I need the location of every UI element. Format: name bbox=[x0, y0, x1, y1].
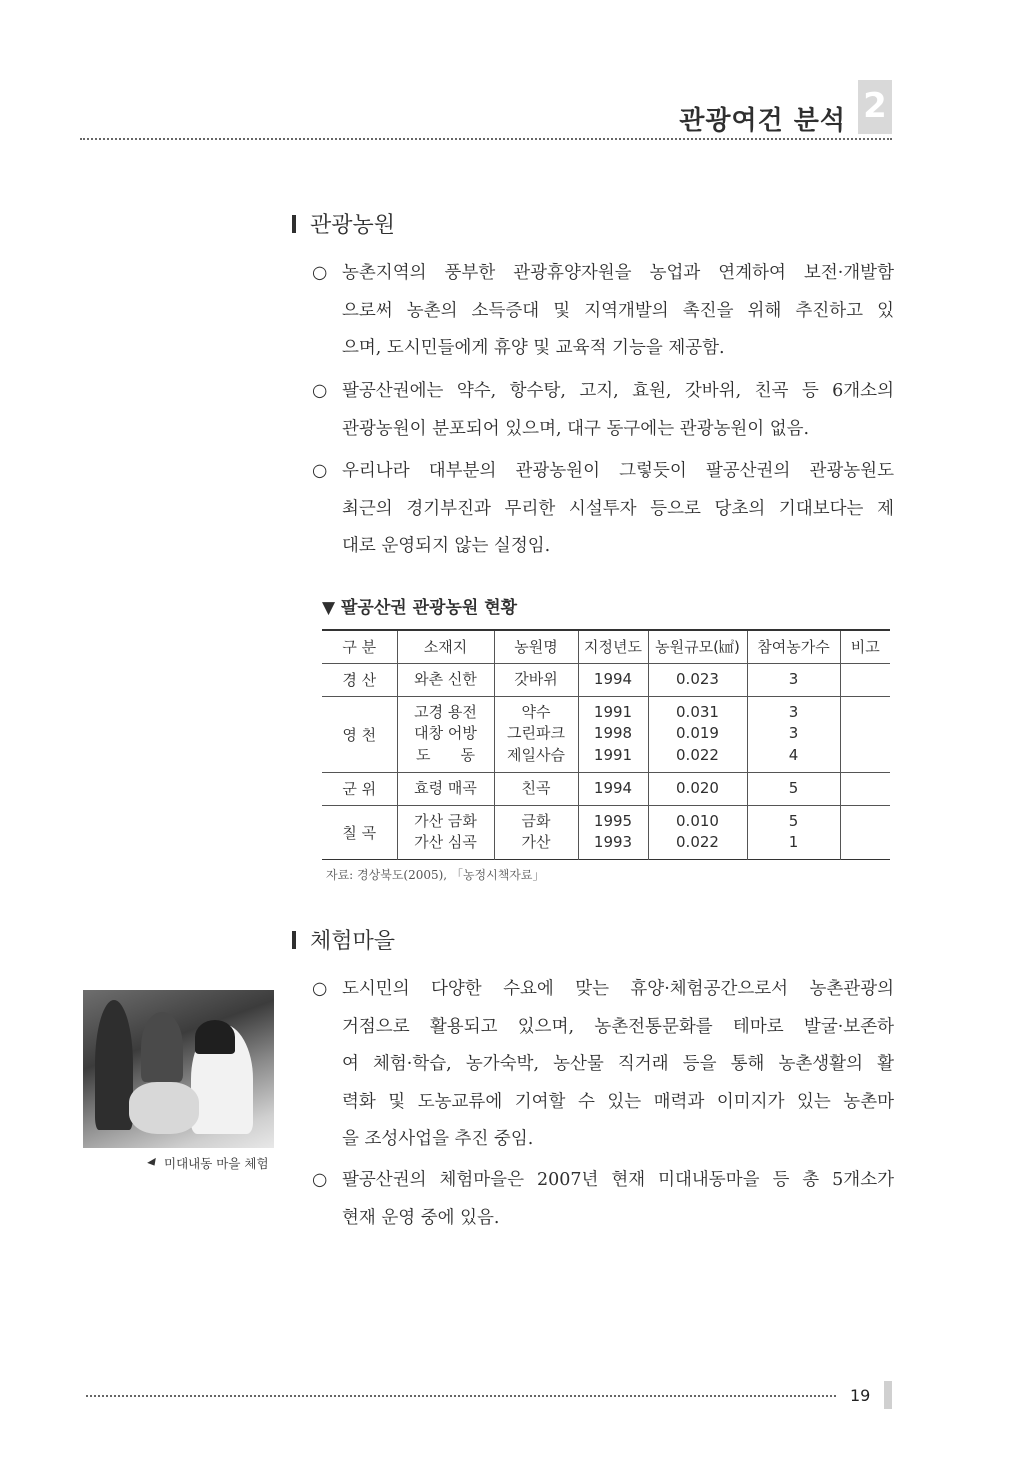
cell-line: 대창 어방 bbox=[414, 724, 477, 743]
cell-line: 0.022 bbox=[676, 833, 719, 851]
cell-line: 도 동 bbox=[416, 745, 475, 764]
cell-line: 1993 bbox=[593, 833, 633, 851]
cell-line: 가산 심곡 bbox=[414, 833, 477, 851]
text-line: 으로써 농촌의 소득증대 및 지역개발의 촉진을 위해 추진하고 있 bbox=[342, 300, 894, 321]
section-heading-farms bbox=[292, 208, 395, 239]
households-cell bbox=[747, 663, 840, 696]
page-number: 19 bbox=[850, 1386, 871, 1405]
region-cell: 영 천 bbox=[322, 696, 397, 772]
caption-triangle-icon: ▼ bbox=[322, 598, 336, 618]
farm-name-cell bbox=[494, 696, 578, 772]
cell-line: 0.022 bbox=[676, 745, 719, 764]
cell-line: 0.031 bbox=[676, 702, 719, 721]
location-cell bbox=[397, 663, 494, 696]
cell-line: 0.023 bbox=[676, 669, 719, 688]
cell-line: 1991 bbox=[593, 745, 633, 764]
farm-status-table bbox=[322, 629, 890, 860]
section-bar-icon bbox=[292, 215, 296, 233]
text-line: 으며, 도시민들에게 휴양 및 교육적 기능을 제공함. bbox=[342, 338, 725, 358]
column-header: 비고 bbox=[850, 638, 880, 657]
cell-line: 5 bbox=[788, 811, 799, 830]
cell-line: 1995 bbox=[593, 811, 633, 830]
circle-bullet-icon: ○ bbox=[312, 381, 328, 401]
text-line: 대로 운영되지 않는 실정임. bbox=[342, 536, 551, 556]
table-header-row bbox=[322, 630, 890, 663]
cell-line: 3 bbox=[788, 669, 799, 688]
farm-name-cell bbox=[494, 663, 578, 696]
table-row bbox=[322, 663, 890, 696]
column-header: 구 분 bbox=[322, 630, 397, 663]
cell-line: 0.020 bbox=[676, 778, 719, 797]
table-caption bbox=[322, 593, 517, 618]
location-cell bbox=[397, 772, 494, 805]
cell-line: 그린파크 bbox=[507, 724, 565, 743]
circle-bullet-icon: ○ bbox=[312, 461, 328, 481]
chapter-title: 관광여건 분석 bbox=[679, 106, 846, 136]
note-cell bbox=[840, 696, 890, 772]
bullet-paragraph bbox=[312, 1162, 894, 1237]
text-line: 현재 운영 중에 있음. bbox=[342, 1207, 500, 1228]
cell-line: 4 bbox=[788, 745, 799, 764]
cell-line: 0.010 bbox=[676, 811, 719, 830]
cell-line: 가산 금화 bbox=[414, 811, 477, 830]
photo-caption-text: 미대내동 마을 체험 bbox=[164, 1156, 269, 1171]
section-heading-text: 관광농원 bbox=[310, 213, 396, 238]
bullet-paragraph bbox=[312, 453, 894, 566]
table-source: 자료: 경상북도(2005), 「농정시책자료」 bbox=[326, 868, 545, 882]
cell-line: 금화 bbox=[521, 811, 551, 830]
cell-line: 약수 bbox=[521, 702, 551, 721]
year-cell bbox=[578, 696, 648, 772]
cell-line: 1998 bbox=[593, 724, 633, 743]
section-heading-villages bbox=[292, 924, 395, 955]
cell-line: 1994 bbox=[593, 669, 633, 688]
farm-name-cell bbox=[494, 772, 578, 805]
cell-line: 3 bbox=[788, 724, 799, 743]
bullet-paragraph bbox=[312, 971, 894, 1159]
size-cell bbox=[648, 663, 747, 696]
location-cell bbox=[397, 696, 494, 772]
text-line: 팔공산권의 체험마을은 2007년 현재 미대내동마을 등 총 5개소가 bbox=[342, 1170, 894, 1190]
size-cell bbox=[648, 772, 747, 805]
table-row bbox=[322, 772, 890, 805]
column-header: 참여농가수 bbox=[747, 630, 840, 663]
region-cell: 칠 곡 bbox=[322, 805, 397, 859]
text-line: 도시민의 다양한 수요에 맞는 휴양·체험공간으로서 농촌관광의 bbox=[342, 979, 894, 999]
text-line: 력화 및 도농교류에 기여할 수 있는 매력과 이미지가 있는 농촌마 bbox=[342, 1091, 894, 1112]
text-line: 우리나라 대부분의 관광농원이 그렇듯이 팔공산권의 관광농원도 bbox=[342, 461, 894, 481]
text-line: 을 조성사업을 추진 중임. bbox=[342, 1129, 534, 1149]
section-bar-icon bbox=[292, 931, 296, 949]
cell-line: 0.019 bbox=[676, 724, 719, 743]
year-cell bbox=[578, 663, 648, 696]
bullet-paragraph bbox=[312, 255, 894, 368]
chapter-number: 2 bbox=[863, 86, 887, 126]
circle-bullet-icon: ○ bbox=[312, 979, 328, 999]
text-line: 여 체험·학습, 농가숙박, 농산물 직거래 등을 통해 농촌생활의 활 bbox=[342, 1054, 894, 1074]
cell-line: 1991 bbox=[593, 702, 633, 721]
households-cell bbox=[747, 696, 840, 772]
cell-line: 3 bbox=[788, 702, 799, 721]
column-header: 소재지 bbox=[397, 630, 494, 663]
households-cell bbox=[747, 805, 840, 859]
table-caption-text: 팔공산권 관광농원 현황 bbox=[341, 598, 518, 618]
households-cell bbox=[747, 772, 840, 805]
cell-line: 가산 bbox=[521, 833, 551, 851]
location-cell bbox=[397, 805, 494, 859]
section-heading-text: 체험마을 bbox=[310, 929, 396, 954]
cell-line: 1994 bbox=[593, 778, 633, 797]
size-cell bbox=[648, 696, 747, 772]
cell-line: 효령 매곡 bbox=[414, 778, 477, 797]
header-divider bbox=[80, 138, 892, 140]
bullet-paragraph bbox=[312, 373, 894, 448]
cell-line: 친곡 bbox=[521, 778, 551, 797]
column-header: 지정년도 bbox=[578, 630, 648, 663]
cell-line: 1 bbox=[788, 833, 799, 851]
cell-line: 5 bbox=[788, 778, 799, 797]
cell-line: 갓바위 bbox=[514, 669, 558, 688]
caption-triangle-icon bbox=[147, 1158, 159, 1168]
photo-caption bbox=[148, 1154, 269, 1172]
table-row bbox=[322, 805, 890, 859]
region-cell: 경 산 bbox=[322, 663, 397, 696]
year-cell bbox=[578, 805, 648, 859]
column-header: 농원규모(㎢) bbox=[648, 630, 747, 663]
table-row bbox=[322, 696, 890, 772]
year-cell bbox=[578, 772, 648, 805]
footer-tab bbox=[884, 1381, 892, 1409]
note-cell bbox=[840, 663, 890, 696]
text-line: 팔공산권에는 약수, 항수탕, 고지, 효원, 갓바위, 친곡 등 6개소의 bbox=[342, 381, 894, 401]
region-cell: 군 위 bbox=[322, 772, 397, 805]
column-header: 농원명 bbox=[494, 630, 578, 663]
cell-line: 와촌 신한 bbox=[414, 669, 477, 688]
text-line: 농촌지역의 풍부한 관광휴양자원을 농업과 연계하여 보전·개발함 bbox=[342, 263, 894, 283]
note-cell bbox=[840, 772, 890, 805]
village-experience-photo bbox=[83, 990, 274, 1148]
cell-line: 제일사슴 bbox=[507, 745, 565, 764]
note-cell bbox=[840, 805, 890, 859]
text-line: 거점으로 활용되고 있으며, 농촌전통문화를 테마로 발굴·보존하 bbox=[342, 1016, 894, 1037]
text-line: 관광농원이 분포되어 있으며, 대구 동구에는 관광농원이 없음. bbox=[342, 418, 810, 439]
circle-bullet-icon: ○ bbox=[312, 1170, 328, 1190]
size-cell bbox=[648, 805, 747, 859]
circle-bullet-icon: ○ bbox=[312, 263, 328, 283]
cell-line: 고경 용전 bbox=[414, 702, 477, 721]
footer-divider bbox=[86, 1395, 836, 1397]
farm-name-cell bbox=[494, 805, 578, 859]
text-line: 최근의 경기부진과 무리한 시설투자 등으로 당초의 기대보다는 제 bbox=[342, 498, 894, 519]
